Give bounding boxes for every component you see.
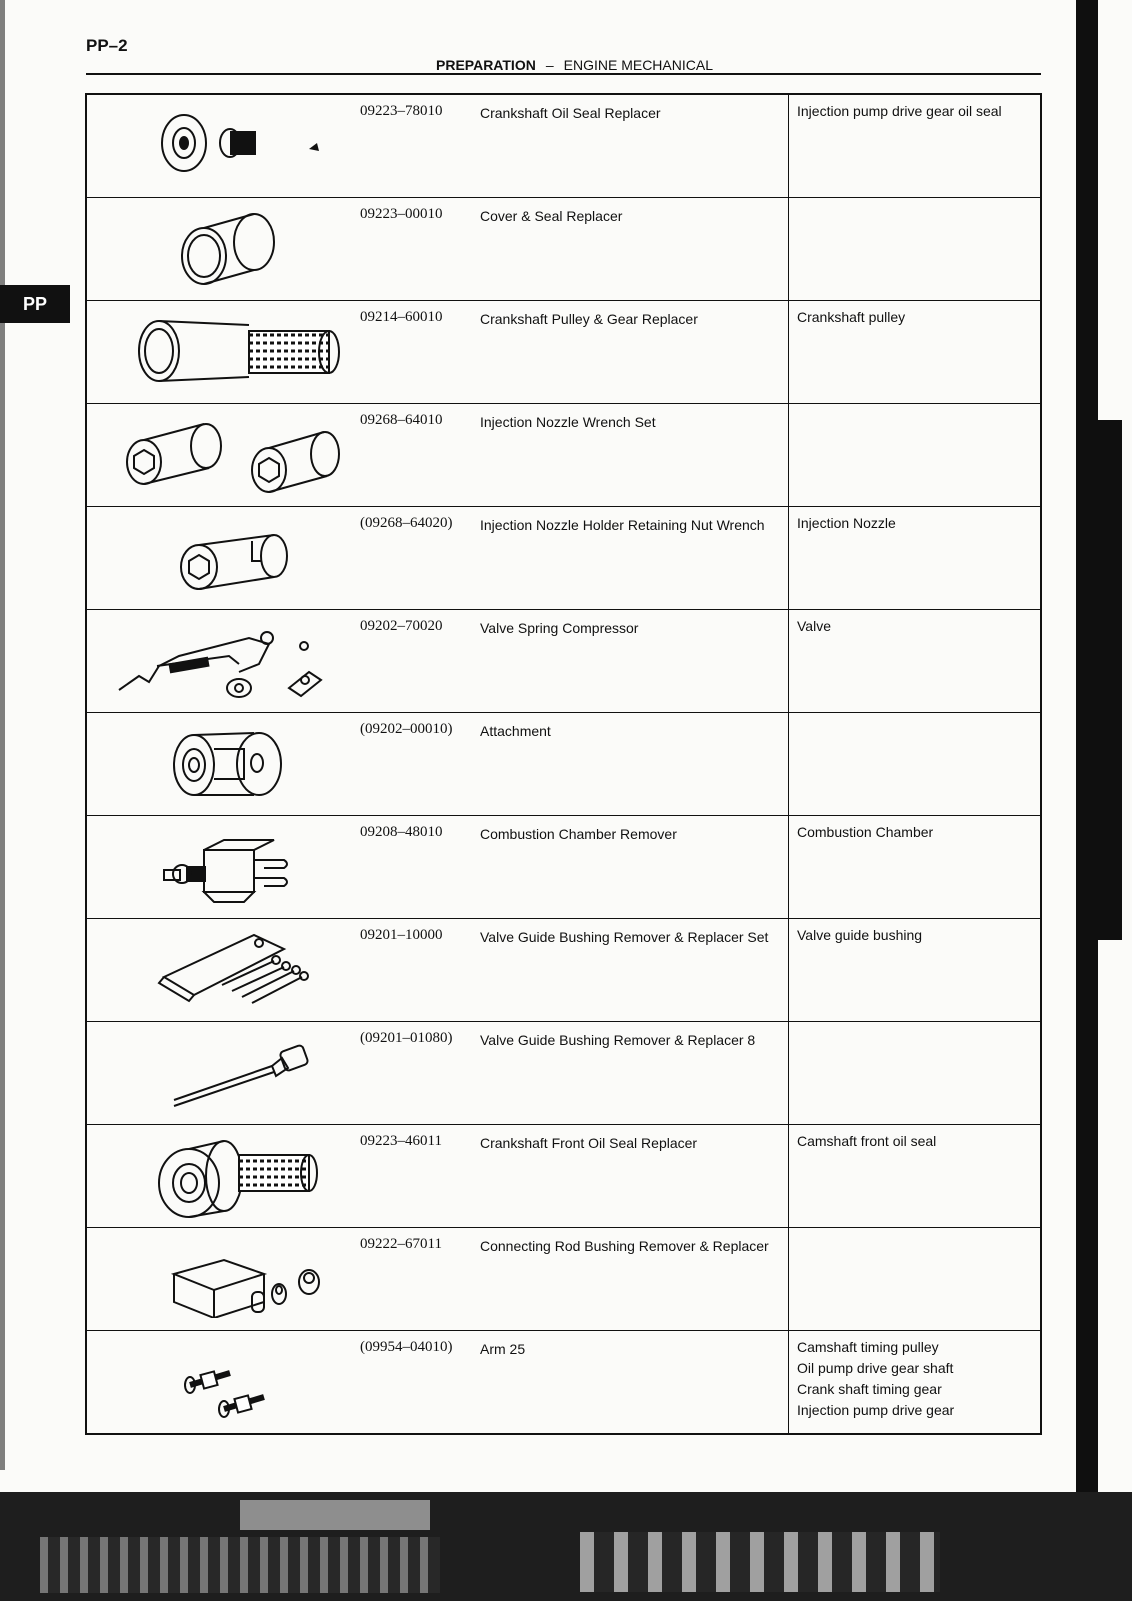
tool-illustration [86,301,360,404]
tool-row [86,713,1041,816]
tool-illustration [86,919,360,1022]
oil-seal-replacer-icon [87,101,360,181]
tool-name: Combustion Chamber Remover [480,816,789,919]
tool-name: Valve Spring Compressor [480,610,789,713]
tool-usage [789,94,1042,198]
bushing-remover-8-icon [87,1028,360,1112]
valve-spring-compressor-icon [87,616,360,706]
tool-usage [789,610,1042,713]
tool-illustration [86,507,360,610]
tool-illustration [86,404,360,507]
tool-usage [789,301,1042,404]
tool-name: Arm 25 [480,1331,789,1435]
bushing-remover-set-icon [87,925,360,1009]
tool-row [86,1125,1041,1228]
combustion-chamber-remover-icon [87,822,360,906]
tool-illustration [86,816,360,919]
part-number: 09223–46011 [360,1125,480,1228]
front-oil-seal-replacer-icon [87,1131,360,1221]
tool-usage [789,198,1042,301]
usage-item: Camshaft front oil seal [797,1133,937,1149]
tool-name: Crankshaft Front Oil Seal Replacer [480,1125,789,1228]
usage-item: Injection pump drive gear [797,1402,955,1418]
tool-name: Valve Guide Bushing Remover & Replacer 8 [480,1022,789,1125]
tool-usage [789,404,1042,507]
part-number: 09214–60010 [360,301,480,404]
tool-usage [789,816,1042,919]
header-subsection: ENGINE MECHANICAL [563,57,713,73]
tool-illustration [86,1228,360,1331]
attachment-icon [87,719,360,803]
tool-row [86,1331,1041,1435]
tool-usage [789,1125,1042,1228]
pulley-gear-replacer-icon [87,307,360,391]
header-separator: – [545,57,554,73]
part-number: 09268–64010 [360,404,480,507]
tool-illustration [86,610,360,713]
tool-illustration [86,1125,360,1228]
part-number: 09223–00010 [360,198,480,301]
nozzle-holder-wrench-icon [87,513,360,597]
arm-25-icon [87,1337,360,1421]
tool-row [86,1228,1041,1331]
tool-usage [789,713,1042,816]
cover-seal-replacer-icon [87,204,360,288]
part-number: (09202–00010) [360,713,480,816]
tool-name: Crankshaft Pulley & Gear Replacer [480,301,789,404]
tool-usage [789,507,1042,610]
usage-item: Injection pump drive gear oil seal [797,103,1002,119]
tool-usage [789,919,1042,1022]
tool-name: Connecting Rod Bushing Remover & Replacer [480,1228,789,1331]
part-number: 09202–70020 [360,610,480,713]
side-tab[interactable]: PP [0,285,70,323]
tool-illustration [86,1022,360,1125]
part-number: (09201–01080) [360,1022,480,1125]
tool-illustration [86,94,360,198]
tool-row [86,198,1041,301]
tool-row [86,404,1041,507]
usage-item: Combustion Chamber [797,824,934,840]
part-number: 09201–10000 [360,919,480,1022]
usage-item: Valve [797,618,831,634]
rod-bushing-remover-icon [87,1234,360,1318]
tool-row [86,919,1041,1022]
page-header [436,57,713,73]
part-number: 09208–48010 [360,816,480,919]
usage-item: Crankshaft pulley [797,309,906,325]
usage-item: Valve guide bushing [797,927,923,943]
tool-illustration [86,198,360,301]
usage-item: Camshaft timing pulley [797,1339,939,1355]
scan-edge-left [0,0,5,1470]
tool-row [86,610,1041,713]
tool-row [86,816,1041,919]
tool-row [86,94,1041,198]
tool-name: Injection Nozzle Wrench Set [480,404,789,507]
scan-edge-right-inner [1092,420,1122,940]
usage-item: Injection Nozzle [797,515,896,531]
header-rule [86,73,1041,75]
tool-row [86,507,1041,610]
tool-name: Crankshaft Oil Seal Replacer [480,94,789,198]
tool-illustration [86,1331,360,1435]
part-number: 09223–78010 [360,94,480,198]
tool-usage [789,1022,1042,1125]
tool-name: Cover & Seal Replacer [480,198,789,301]
header-section: PREPARATION [436,57,536,73]
part-number: (09268–64020) [360,507,480,610]
usage-item: Crank shaft timing gear [797,1381,942,1397]
usage-item: Oil pump drive gear shaft [797,1360,954,1376]
nozzle-wrench-set-icon [87,410,360,494]
tool-illustration [86,713,360,816]
tool-row [86,301,1041,404]
part-number: 09222–67011 [360,1228,480,1331]
tool-usage [789,1228,1042,1331]
tool-name: Injection Nozzle Holder Retaining Nut Wrench [480,507,789,610]
tool-table [85,93,1042,1435]
tool-name: Valve Guide Bushing Remover & Replacer Set [480,919,789,1022]
page-code: PP–2 [86,36,128,55]
tool-row [86,1022,1041,1125]
tool-usage [789,1331,1042,1435]
scan-edge-bottom [0,1492,1132,1601]
tool-name: Attachment [480,713,789,816]
part-number: (09954–04010) [360,1331,480,1435]
